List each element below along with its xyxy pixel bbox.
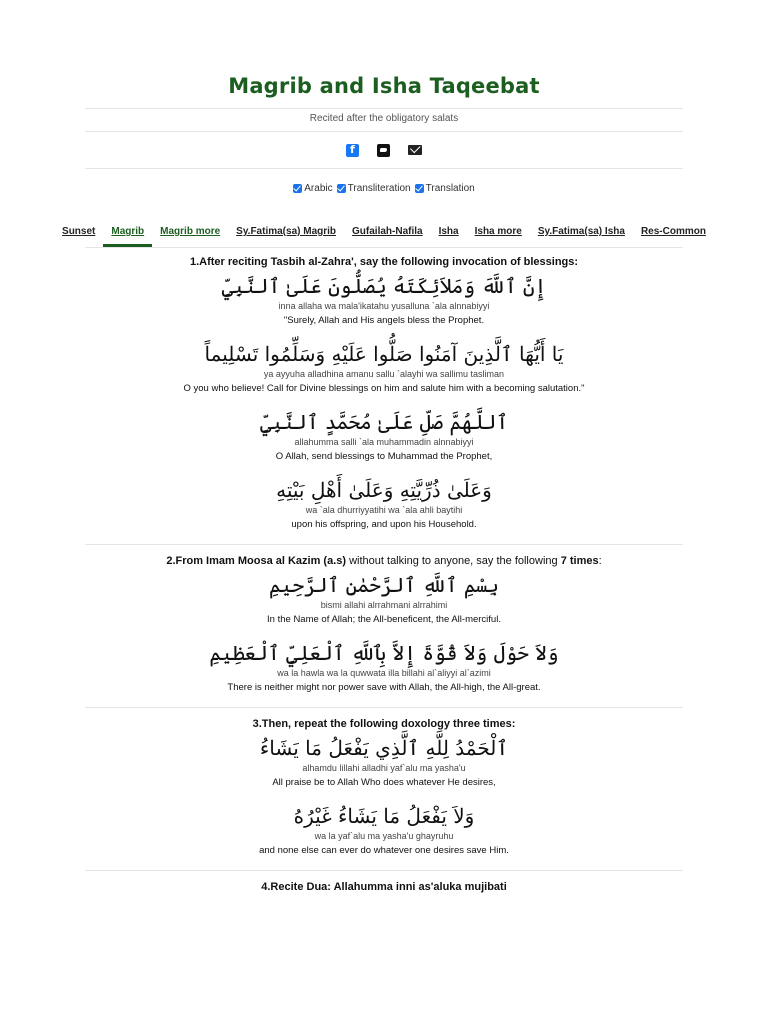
option-label: Translation <box>425 182 475 194</box>
translation-text: In the Name of Allah; the All-beneficent, the All-merciful. <box>267 614 501 625</box>
heading-tail: : <box>598 555 602 567</box>
tab-bar <box>0 211 768 247</box>
verse-block <box>0 571 768 627</box>
display-options <box>0 169 768 207</box>
transliteration-text: ya ayyuha alladhina amanu sallu `alayhi wa sallimu tasliman <box>263 369 505 379</box>
section-2 <box>0 553 768 695</box>
heading-normal: without talking to anyone, say the following <box>346 555 561 567</box>
section-3 <box>0 716 768 858</box>
arabic-text: بِسْمِ ٱللَّهِ ٱلرَّحْمٰنِ ٱلرَّحِيمِ <box>268 573 499 597</box>
section-heading: 3.Then, repeat the following doxology three times: <box>252 718 516 730</box>
option-label: Transliteration <box>347 182 411 194</box>
checkbox-transliteration[interactable] <box>337 184 346 193</box>
checkbox-translation[interactable] <box>415 184 424 193</box>
verse-block <box>0 639 768 695</box>
option-label: Arabic <box>304 182 333 194</box>
section-4 <box>0 879 768 895</box>
option-translation[interactable] <box>415 183 475 194</box>
arabic-text: وَلاَ يَفْعَلُ مَا يَشَاءُ غَيْرُهُ <box>293 804 475 828</box>
social-share-bar <box>0 132 768 168</box>
verse-block <box>0 272 768 328</box>
tab-res-common[interactable]: Res-Common <box>640 226 706 237</box>
divider <box>85 544 683 545</box>
option-arabic[interactable] <box>293 183 332 194</box>
translation-text: "Surely, Allah and His angels bless the Prophet. <box>283 315 485 326</box>
tab-isha-more[interactable]: Isha more <box>474 226 522 237</box>
checkbox-arabic[interactable] <box>293 184 302 193</box>
transliteration-text: inna allaha wa mala'ikatahu yusalluna `ala alnnabiyyi <box>278 301 490 311</box>
email-icon[interactable] <box>408 145 422 155</box>
divider <box>85 870 683 871</box>
section-heading <box>0 553 768 569</box>
translation-text: and none else can ever do whatever one desires save Him. <box>259 845 509 856</box>
transliteration-text: wa `ala dhurriyyatihi wa `ala ahli baytihi <box>305 505 463 515</box>
facebook-icon[interactable] <box>346 144 359 157</box>
verse-block <box>0 734 768 790</box>
tab-fatima-isha[interactable]: Sy.Fatima(sa) Isha <box>537 226 625 237</box>
verse-block <box>0 408 768 464</box>
tab-fatima-magrib[interactable]: Sy.Fatima(sa) Magrib <box>236 226 337 237</box>
transliteration-text: wa la yaf`alu ma yasha'u ghayruhu <box>314 831 454 841</box>
divider <box>85 247 683 248</box>
verse-block <box>0 476 768 532</box>
arabic-text: ٱلْحَمْدُ لِلَّهِ ٱلَّذِي يَفْعَلُ مَا يَشَاءُ <box>259 736 509 760</box>
translation-text: O you who believe! Call for Divine blessings on him and salute him with a becoming salutation." <box>183 383 585 394</box>
arabic-text: إِنَّ ٱللَّهَ وَمَلاَئِكَتَهُ يُصَلُّونَ عَلَىٰ ٱلنَّبِيِّ <box>221 274 547 298</box>
transliteration-text: bismi allahi alrrahmani alrrahimi <box>320 600 448 610</box>
tab-magrib-more[interactable]: Magrib more <box>160 226 221 237</box>
heading-bold: 2.From Imam Moosa al Kazim (a.s) <box>166 555 347 567</box>
translation-text: upon his offspring, and upon his Household. <box>291 519 477 530</box>
verse-block <box>0 802 768 858</box>
transliteration-text: wa la hawla wa la quwwata illa billahi al`aliyyi al`azimi <box>277 668 491 678</box>
transliteration-text: allahumma salli `ala muhammadin alnnabiyyi <box>294 437 474 447</box>
arabic-text: وَلاَ حَوْلَ وَلاَ قُوَّةَ إِلاَّ بِٱللَّهِ ٱلْعَلِيِّ ٱلْعَظِيمِ <box>209 641 559 665</box>
tab-isha[interactable]: Isha <box>438 226 459 237</box>
option-transliteration[interactable] <box>337 183 411 194</box>
tab-sunset[interactable]: Sunset <box>62 226 96 237</box>
page-title: Magrib and Isha Taqeebat <box>228 74 540 98</box>
translation-text: There is neither might nor power save with Allah, the All-high, the All-great. <box>227 682 541 693</box>
arabic-text: ٱللَّهُمَّ صَلِّ عَلَىٰ مُحَمَّدٍ ٱلنَّبِيِّ <box>259 410 509 434</box>
page-subtitle: Recited after the obligatory salats <box>309 113 459 124</box>
translation-text: All praise be to Allah Who does whatever He desires, <box>272 777 496 788</box>
tab-gufailah-nafila[interactable]: Gufailah-Nafila <box>352 226 423 237</box>
arabic-text: وَعَلَىٰ ذُرِّيَّتِهِ وَعَلَىٰ أَهْلِ بَيْتِهِ <box>276 478 492 502</box>
section-1 <box>0 254 768 532</box>
transliteration-text: alhamdu lillahi alladhi yaf`alu ma yasha'u <box>302 763 466 773</box>
divider <box>85 707 683 708</box>
translation-text: O Allah, send blessings to Muhammad the Prophet, <box>275 451 493 462</box>
section-heading: 4.Recite Dua: Allahumma inni as'aluka mujibati <box>261 881 507 893</box>
arabic-text: يَا أَيُّهَا ٱلَّذِينَ آمَنُوا صَلُّوا عَلَيْهِ وَسَلِّمُوا تَسْلِيماً <box>204 342 564 366</box>
verse-block <box>0 340 768 396</box>
tab-magrib[interactable]: Magrib <box>103 226 152 247</box>
twitter-icon[interactable] <box>377 144 390 157</box>
heading-count: 7 times <box>560 555 599 567</box>
section-heading: 1.After reciting Tasbih al-Zahra', say the following invocation of blessings: <box>189 256 579 268</box>
